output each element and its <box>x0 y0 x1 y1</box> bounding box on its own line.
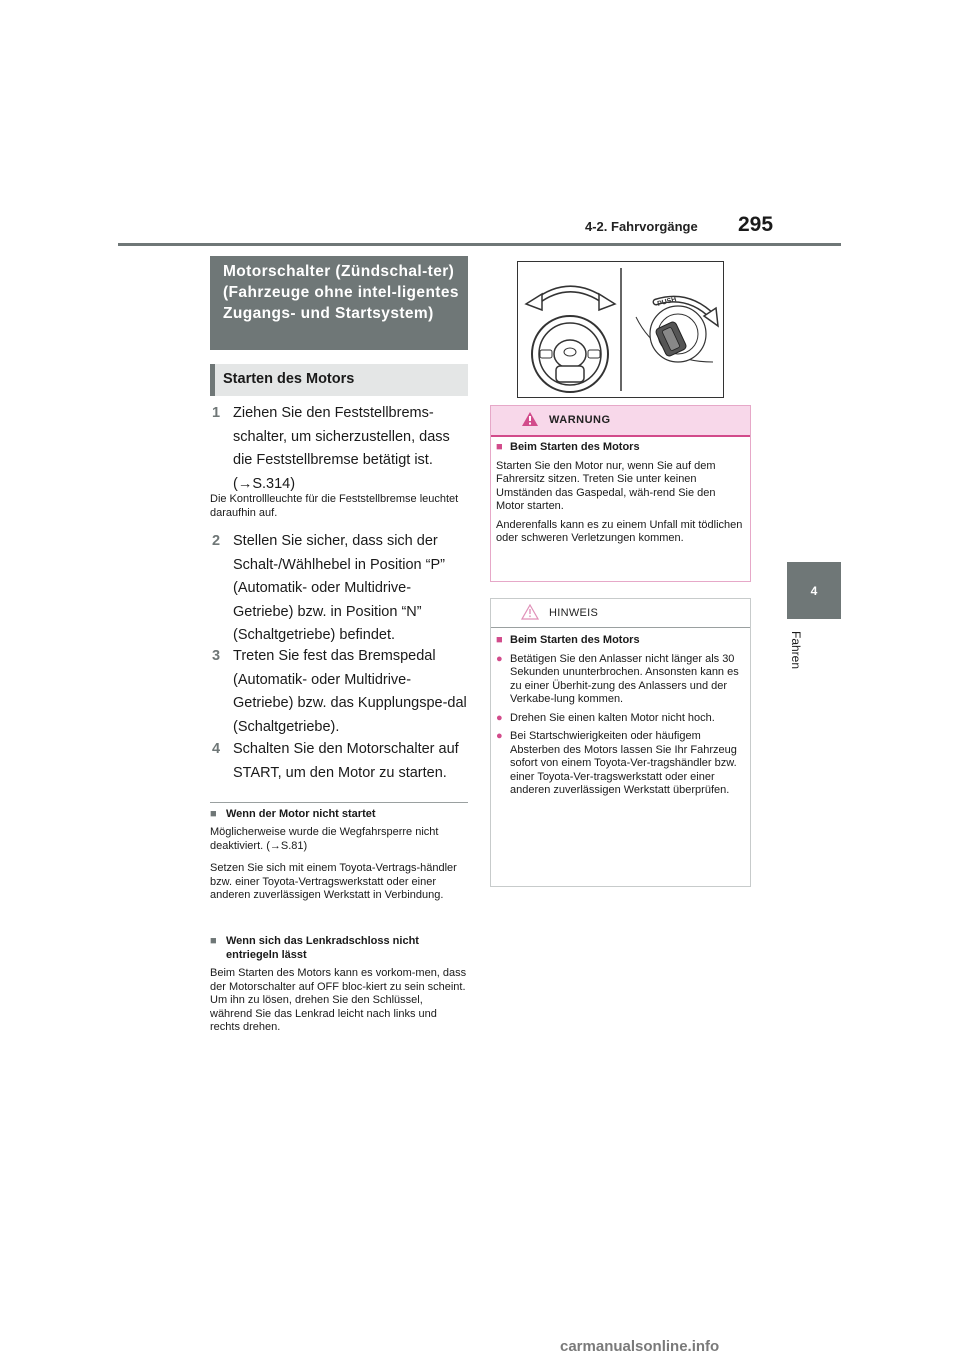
step-number: 4 <box>212 741 221 757</box>
step-text: Ziehen Sie den Feststellbrems-schalter, um sicherzustellen, dass die Feststellbremse betätigt ist. (→S.314) <box>233 405 450 492</box>
warning-icon <box>521 411 539 427</box>
caution-icon <box>521 604 539 620</box>
subheading: Starten des Motors <box>223 371 355 387</box>
steering-lock-text: Beim Starten des Motors kann es vorkom-men, dass der Motorschalter auf OFF bloc-kiert zu sein scheint. Um ihn zu lösen, drehen Sie den Schlüssel, während Sie das Lenkrad leicht nach links und rechts drehen. <box>210 967 467 1033</box>
step-3 <box>212 645 468 739</box>
section-title: 4-2. Fahrvorgänge <box>585 219 698 234</box>
steering-wheel-and-key-illustration <box>518 262 723 397</box>
warning-text-1: Starten Sie den Motor nur, wenn Sie auf dem Fahrersitz sitzen. Treten Sie unter keinen Umständen das Gaspedal, wäh-rend Sie den Motor starten. <box>496 459 716 512</box>
watermark: carmanualsonline.info <box>560 1338 720 1355</box>
dot-bullet-icon: ● <box>496 711 503 724</box>
warning-text-2: Anderenfalls kann es zu einem Unfall mit tödlichen oder schweren Verletzungen kommen. <box>496 518 743 544</box>
warning-rule <box>491 435 750 437</box>
step-text: Treten Sie fest das Bremspedal (Automatik- oder Multidrive-Getriebe) bzw. das Kupplungspe-dal (Schaltgetriebe). <box>233 648 467 735</box>
hint-label: HINWEIS <box>549 607 599 619</box>
warning-content <box>496 441 746 551</box>
step-2 <box>212 530 468 648</box>
step-number: 1 <box>212 405 221 421</box>
push-label: PUSH <box>656 296 678 308</box>
step-number: 3 <box>212 648 221 664</box>
main-title-box <box>210 256 468 350</box>
hint-box <box>490 598 751 887</box>
subheading-box <box>210 364 468 396</box>
dot-bullet-icon: ● <box>496 730 503 742</box>
engine-not-start-text-1: Möglicherweise wurde die Wegfahrsperre nicht deaktiviert. (→S.81) <box>210 826 439 852</box>
subheading-bar <box>210 364 215 396</box>
hint-rule <box>491 627 750 628</box>
ignition-figure <box>517 261 724 398</box>
section-divider <box>210 802 468 803</box>
page-number: 295 <box>738 213 774 236</box>
warning-box <box>490 405 751 582</box>
warning-heading: ■ Beim Starten des Motors <box>496 441 640 453</box>
hint-bullet: ● Drehen Sie einen kalten Motor nicht hoch. <box>496 711 715 724</box>
step-1-note: Die Kontrollleuchte für die Feststellbremse leuchtet daraufhin auf. <box>210 493 459 519</box>
warning-label: WARNUNG <box>549 414 611 426</box>
chapter-tab <box>787 562 841 619</box>
steering-lock-heading: ■ Wenn sich das Lenkradschloss nicht entriegeln lässt <box>210 935 419 961</box>
square-bullet-icon: ■ <box>496 441 503 453</box>
engine-not-start-text-2: Setzen Sie sich mit einem Toyota-Vertrags-händler bzw. einer Toyota-Vertragswerkstatt oder einer anderen zuverlässigen Werkstatt in Verbindung. <box>210 862 457 901</box>
hint-bullet: ● Bei Startschwierigkeiten oder häufigem Absterben des Motors lassen Sie Ihr Fahrzeug sofort von einem Toyota-Ver-tragshändler bzw. einer Toyota-Ver-tragswerkstatt oder einer anderen zuverlässigen Werkstatt überprüfen. <box>496 730 737 796</box>
step-text: Schalten Sie den Motorschalter auf START, um den Motor zu starten. <box>233 741 459 781</box>
dot-bullet-icon: ● <box>496 652 503 665</box>
step-text: Stellen Sie sicher, dass sich der Schalt-/Wählhebel in Position “P” (Automatik- oder Multidrive-Getriebe) bzw. in Position “N” (Schaltgetriebe) befindet. <box>233 533 445 643</box>
engine-not-start-heading: ■ Wenn der Motor nicht startet <box>210 808 376 820</box>
chapter-label: Fahren <box>789 630 803 670</box>
step-1 <box>212 402 468 496</box>
warning-header <box>491 406 750 435</box>
hint-bullet: ● Betätigen Sie den Anlasser nicht länger als 30 Sekunden ununterbrochen. Ansonsten kann es zu einer Überhit-zung des Anlassers und der Verkabe-lung kommen. <box>496 652 739 705</box>
hint-heading: ■ Beim Starten des Motors <box>496 634 640 646</box>
header-rule <box>118 243 841 246</box>
step-number: 2 <box>212 533 221 549</box>
hint-header <box>491 599 750 627</box>
square-bullet-icon: ■ <box>496 634 503 646</box>
square-bullet-icon: ■ <box>210 808 217 820</box>
square-bullet-icon: ■ <box>210 935 217 947</box>
chapter-number: 4 <box>810 583 818 598</box>
hint-content <box>496 634 746 803</box>
step-4 <box>212 738 468 785</box>
main-title: Motorschalter (Zündschal-ter) (Fahrzeuge ohne intel-ligentes Zugangs- und Startsystem) <box>223 263 459 322</box>
